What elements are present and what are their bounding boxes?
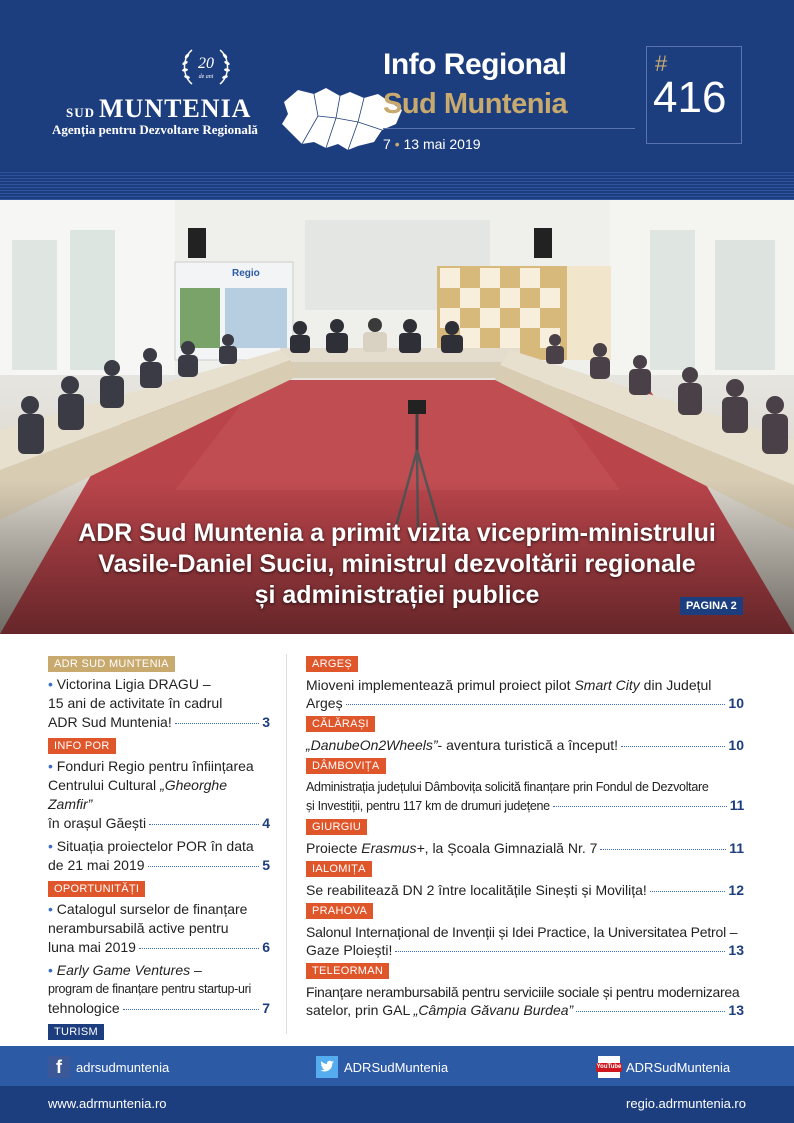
item-text: Proiecte <box>306 840 362 856</box>
item-text-italic: Smart City <box>574 677 640 693</box>
toc-item-erasmus[interactable] <box>306 839 744 857</box>
regio-website-link[interactable]: regio.adrmuntenia.ro <box>626 1096 746 1111</box>
issue-hash: # <box>655 51 668 76</box>
toc-item-situatia[interactable] <box>48 837 270 875</box>
cover-headline[interactable] <box>0 518 794 611</box>
dot-leader <box>600 849 726 850</box>
youtube-link[interactable] <box>598 1056 730 1078</box>
item-text: în orașul Găești <box>48 815 147 831</box>
footer <box>0 1046 794 1123</box>
item-text: Fonduri Regio pentru înființarea <box>56 758 254 774</box>
headline-line-2: Vasile-Daniel Suciu, ministrul dezvoltării regionale <box>98 550 696 578</box>
item-text: nerambursabilă active pentru <box>48 920 229 936</box>
section-tag-adr: ADR SUD MUNTENIA <box>48 656 175 672</box>
bullet: • <box>48 962 53 978</box>
dot-leader <box>346 704 726 705</box>
item-text: Salonul Internațional de Invenții și Idei Practice, la Universitatea Petrol – <box>306 924 738 940</box>
item-text-italic: Early Game Ventures <box>56 962 191 978</box>
youtube-handle: ADRSudMuntenia <box>626 1059 731 1075</box>
social-bar <box>0 1046 794 1086</box>
laurel-wreath-icon <box>178 44 234 92</box>
county-tag-dambovita: DÂMBOVIȚA <box>306 758 386 774</box>
youtube-icon: YouTube <box>598 1056 620 1078</box>
twitter-handle: ADRSudMuntenia <box>344 1059 449 1075</box>
issue-number: 416 <box>653 73 727 122</box>
county-tag-teleorman: TELEORMAN <box>306 963 389 979</box>
dot-leader <box>139 948 259 949</box>
banner-regio-label: Regio <box>232 268 260 279</box>
page-number: 4 <box>262 815 270 831</box>
issue-date <box>383 136 481 152</box>
county-tag-prahova: PRAHOVA <box>306 903 373 919</box>
date-start: 7 <box>383 136 391 152</box>
logo-sud: SUD <box>66 105 96 120</box>
page-number: 3 <box>262 714 270 730</box>
page-number: 11 <box>729 797 744 813</box>
bullet: • <box>48 838 53 854</box>
headline-line-1: ADR Sud Muntenia a primit vizita viceprim-ministrului <box>78 519 716 547</box>
toc-divider <box>286 654 287 1034</box>
toc-item-dragu[interactable] <box>48 675 270 732</box>
item-text: Victorina Ligia DRAGU – <box>56 676 211 692</box>
item-text: Centrului Cultural <box>48 777 161 793</box>
twitter-link[interactable] <box>316 1056 448 1078</box>
anniversary-number: 20 <box>198 55 214 72</box>
section-tag-turism: TURISM <box>48 1024 104 1040</box>
item-text-italic: „Gheorghe Zamfir” <box>48 777 227 812</box>
dot-leader <box>553 806 727 807</box>
item-text: – <box>190 962 202 978</box>
item-text: Administrația județului Dâmbovița solicită finanțare prin Fondul de Dezvoltare <box>306 780 709 794</box>
page-number: 6 <box>262 939 270 955</box>
title-divider <box>383 128 635 129</box>
logo-name <box>66 94 251 124</box>
page-reference-badge[interactable]: PAGINA 2 <box>680 597 743 615</box>
dot-leader <box>148 866 260 867</box>
dot-leader <box>175 723 259 724</box>
item-text: luna mai 2019 <box>48 939 136 955</box>
dot-leader <box>621 746 725 747</box>
item-text: Gaze Ploiești! <box>306 942 393 958</box>
toc-item-catalog[interactable] <box>48 900 270 957</box>
toc-item-danube[interactable] <box>306 736 744 754</box>
item-text: de 21 mai 2019 <box>48 857 145 873</box>
toc-item-zamfir[interactable] <box>48 757 270 833</box>
dot-leader <box>576 1011 725 1012</box>
date-separator: • <box>394 136 400 152</box>
logo-subtitle: Agenția pentru Dezvoltare Regională <box>52 122 258 137</box>
date-end: 13 mai 2019 <box>403 136 481 152</box>
issue-number-box <box>646 46 742 144</box>
toc-item-mioveni[interactable] <box>306 676 744 712</box>
anniversary-sub: de ani <box>198 74 214 80</box>
county-tag-ialomita: IALOMIȚA <box>306 861 372 877</box>
toc-item-gal[interactable] <box>306 983 744 1019</box>
item-text: , la Școala Gimnazială Nr. 7 <box>424 840 598 856</box>
toc-item-salon[interactable] <box>306 923 744 959</box>
page-number: 10 <box>728 737 744 753</box>
item-text-italic: „Câmpia Găvanu Burdea” <box>413 1002 574 1018</box>
item-text: din Județul <box>639 677 712 693</box>
item-text-italic: Erasmus+ <box>361 840 425 856</box>
section-tag-oportunitati: OPORTUNITĂȚI <box>48 881 145 897</box>
page-number: 10 <box>728 695 744 711</box>
facebook-link[interactable] <box>48 1056 169 1078</box>
item-text: ADR Sud Muntenia! <box>48 714 172 730</box>
item-text: Se reabilitează DN 2 între localitățile Sinești și Movilița! <box>306 882 647 898</box>
logo-muntenia: MUNTENIA <box>99 94 252 123</box>
website-link[interactable]: www.adrmuntenia.ro <box>48 1096 167 1111</box>
toc-right-column <box>306 654 744 1021</box>
page-number: 13 <box>728 942 744 958</box>
page-number: 7 <box>262 1000 270 1016</box>
headline-line-3: și administrației publice <box>254 581 540 609</box>
bullet: • <box>48 758 53 774</box>
toc-item-early-game[interactable] <box>48 961 270 1018</box>
item-text-italic: „DanubeOn2Wheels” <box>306 737 438 753</box>
toc-item-dn2[interactable] <box>306 881 744 899</box>
item-text: Finanțare nerambursabilă pentru serviciile sociale și pentru modernizarea <box>306 984 740 1000</box>
county-tag-giurgiu: GIURGIU <box>306 819 367 835</box>
toc-item-dambovita[interactable] <box>306 778 744 815</box>
bullet: • <box>48 901 53 917</box>
item-text: program de finanțare pentru startup-uri <box>48 982 251 996</box>
dot-leader <box>650 891 726 892</box>
toc-left-column <box>48 654 270 1067</box>
dot-leader <box>149 824 259 825</box>
county-tag-arges: ARGEȘ <box>306 656 358 672</box>
item-text: 15 ani de activitate în cadrul <box>48 695 223 711</box>
newsletter-region: Sud Muntenia <box>383 88 568 120</box>
bullet: • <box>48 676 53 692</box>
facebook-handle: adrsudmuntenia <box>76 1059 170 1075</box>
facebook-icon: f <box>48 1056 70 1078</box>
page-number: 5 <box>262 857 270 873</box>
masthead <box>0 0 794 200</box>
newsletter-title: Info Regional <box>383 48 567 81</box>
dot-leader <box>123 1009 260 1010</box>
item-text: Catalogul surselor de finanțare <box>56 901 248 917</box>
county-tag-calarasi: CĂLĂRAȘI <box>306 716 375 732</box>
item-text: - aventura turistică a început! <box>437 737 619 753</box>
item-text: satelor, prin GAL <box>306 1002 414 1018</box>
item-text: Argeș <box>306 695 343 711</box>
item-text: și Investiții, pentru 117 km de drumuri județene <box>306 799 550 813</box>
page-number: 11 <box>729 840 744 856</box>
page-number: 12 <box>728 882 744 898</box>
section-tag-info-por: INFO POR <box>48 738 116 754</box>
adr-logo[interactable] <box>48 44 368 154</box>
twitter-icon <box>316 1056 338 1078</box>
item-text: Mioveni implementează primul proiect pilot <box>306 677 575 693</box>
item-text: Situația proiectelor POR în data <box>56 838 254 854</box>
page-number: 13 <box>728 1002 744 1018</box>
item-text: tehnologice <box>48 1000 120 1016</box>
header-stripes <box>0 172 794 200</box>
dot-leader <box>395 951 725 952</box>
